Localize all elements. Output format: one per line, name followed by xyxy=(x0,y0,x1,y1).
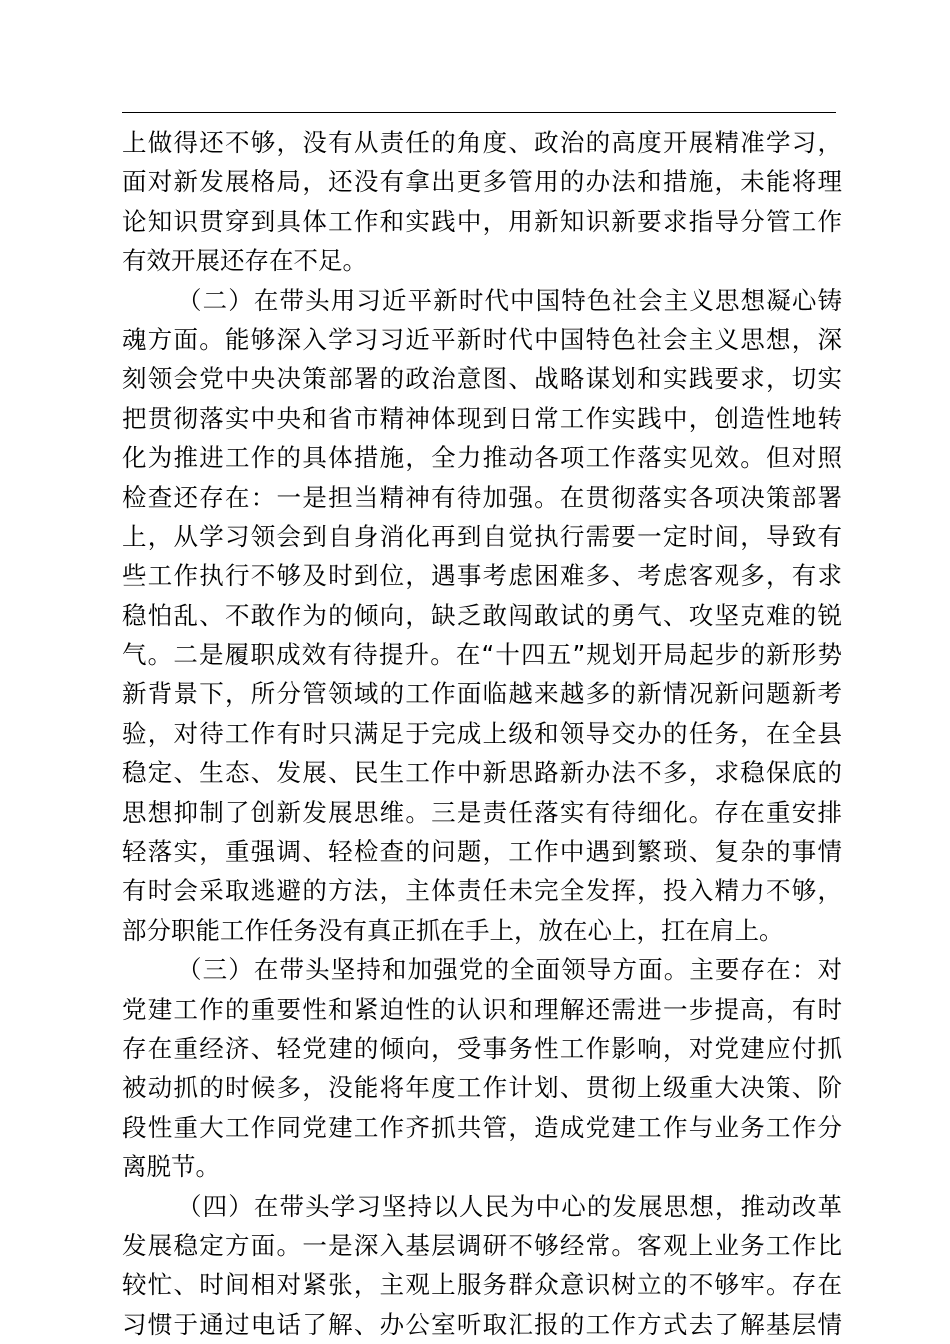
text-line: 检查还存在：一是担当精神有待加强。在贯彻落实各项决策部署 xyxy=(122,482,842,512)
section-heading-line: （三）在带头坚持和加强党的全面领导方面。主要存在：对 xyxy=(177,955,842,985)
text-line: 化为推进工作的具体措施，全力推动各项工作落实见效。但对照 xyxy=(122,443,842,473)
text-line: 离脱节。 xyxy=(122,1152,220,1182)
text-line: 部分职能工作任务没有真正抓在手上，放在心上，扛在肩上。 xyxy=(122,915,784,945)
text-line: 存在重经济、轻党建的倾向，受事务性工作影响，对党建应付抓 xyxy=(122,1033,842,1063)
text-line: 稳定、生态、发展、民生工作中新思路新办法不多，求稳保底的 xyxy=(122,758,842,788)
text-line: 被动抓的时候多，没能将年度工作计划、贯彻上级重大决策、阶 xyxy=(122,1073,842,1103)
text-line: 把贯彻落实中央和省市精神体现到日常工作实践中，创造性地转 xyxy=(122,403,842,433)
text-line: 上，从学习领会到自身消化再到自觉执行需要一定时间，导致有 xyxy=(122,521,842,551)
text-line: 党建工作的重要性和紧迫性的认识和理解还需进一步提高，有时 xyxy=(122,994,842,1024)
text-line: 气。二是履职成效有待提升。在“十四五”规划开局起步的新形势 xyxy=(122,640,842,670)
text-line: 上做得还不够，没有从责任的角度、政治的高度开展精准学习， xyxy=(122,128,842,157)
section-heading-line: （四）在带头学习坚持以人民为中心的发展思想，推动改革 xyxy=(177,1191,842,1221)
text-line: 验，对待工作有时只满足于完成上级和领导交办的任务，在全县 xyxy=(122,718,842,748)
text-line: 思想抑制了创新发展思维。三是责任落实有待细化。存在重安排 xyxy=(122,797,842,827)
text-line: 新背景下，所分管领域的工作面临越来越多的新情况新问题新考 xyxy=(122,679,842,709)
header-divider xyxy=(122,112,836,113)
text-line: 有效开展还存在不足。 xyxy=(122,246,367,276)
text-line: 魂方面。能够深入学习习近平新时代中国特色社会主义思想，深 xyxy=(122,324,842,354)
text-line: 有时会采取逃避的方法，主体责任未完全发挥，投入精力不够， xyxy=(122,876,842,906)
text-line: 论知识贯穿到具体工作和实践中，用新知识新要求指导分管工作 xyxy=(122,206,842,236)
section-heading-line: （二）在带头用习近平新时代中国特色社会主义思想凝心铸 xyxy=(177,285,842,315)
text-line: 发展稳定方面。一是深入基层调研不够经常。客观上业务工作比 xyxy=(122,1230,842,1260)
text-line: 较忙、时间相对紧张，主观上服务群众意识树立的不够牢。存在 xyxy=(122,1270,842,1300)
text-line: 习惯于通过电话了解、办公室听取汇报的工作方式去了解基层情 xyxy=(122,1309,842,1339)
text-line: 刻领会党中央决策部署的政治意图、战略谋划和实践要求，切实 xyxy=(122,364,842,394)
body-text xyxy=(122,123,842,1344)
text-line: 轻落实，重强调、轻检查的问题，工作中遇到繁琐、复杂的事情 xyxy=(122,837,842,867)
text-line: 稳怕乱、不敢作为的倾向，缺乏敢闯敢试的勇气、攻坚克难的锐 xyxy=(122,600,842,630)
text-line: 些工作执行不够及时到位，遇事考虑困难多、考虑客观多，有求 xyxy=(122,561,842,591)
text-line: 面对新发展格局，还没有拿出更多管用的办法和措施，未能将理 xyxy=(122,167,842,197)
text-line: 段性重大工作同党建工作齐抓共管，造成党建工作与业务工作分 xyxy=(122,1112,842,1142)
